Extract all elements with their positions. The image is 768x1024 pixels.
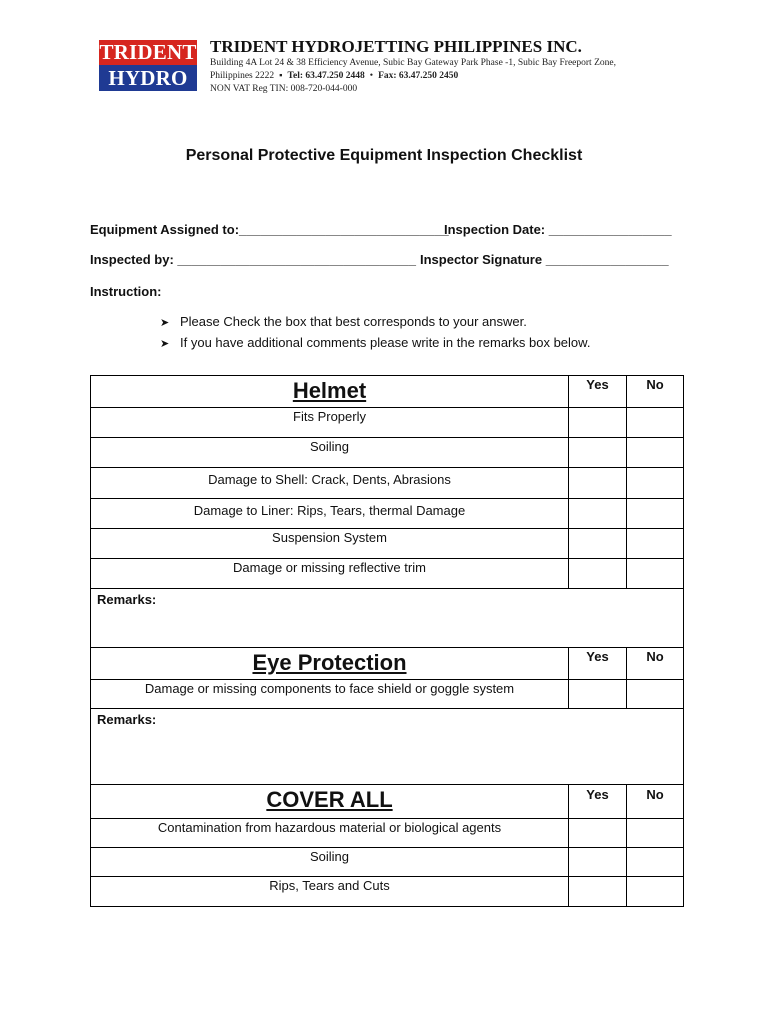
no-checkbox[interactable]: [627, 680, 684, 709]
arrow-bullet-icon: ➤: [160, 317, 170, 329]
checklist-item: Damage or missing reflective trim: [91, 559, 569, 589]
section-title-helmet: Helmet: [91, 376, 569, 408]
checklist-item: Fits Properly: [91, 408, 569, 438]
no-checkbox[interactable]: [627, 438, 684, 468]
form-title: Personal Protective Equipment Inspection Checklist: [185, 147, 583, 164]
no-column-header: No: [627, 648, 684, 680]
table-row: [91, 499, 684, 529]
yes-checkbox[interactable]: [569, 408, 627, 438]
company-address-line1: Building 4A Lot 24 & 38 Efficiency Avenue, Subic Bay Gateway Park Phase -1, Subic Bay Freeport Zone,: [210, 58, 616, 68]
section-title-cover-all: COVER ALL: [91, 785, 569, 819]
section-header-row: [91, 648, 684, 680]
table-row: [91, 529, 684, 559]
logo-top-text: TRIDENT: [99, 40, 197, 64]
address-postal: Philippines 2222: [210, 71, 275, 81]
no-checkbox[interactable]: [627, 848, 684, 877]
section-title-eye-protection: Eye Protection: [91, 648, 569, 680]
inspector-signature-field[interactable]: Inspector Signature _________________: [420, 252, 669, 267]
instruction-label: Instruction:: [90, 284, 162, 299]
checklist-item: Suspension System: [91, 529, 569, 559]
table-row: [91, 680, 684, 709]
instruction-item: [160, 314, 527, 329]
company-tin: NON VAT Reg TIN: 008-720-044-000: [210, 84, 358, 94]
section-header-row: [91, 376, 684, 408]
inspection-checklist-table: [90, 375, 684, 907]
table-row: [91, 408, 684, 438]
table-row: [91, 468, 684, 499]
inspected-by-field[interactable]: Inspected by: _________________________________: [90, 252, 416, 267]
yes-checkbox[interactable]: [569, 438, 627, 468]
checklist-item: Soiling: [91, 438, 569, 468]
instruction-text: Please Check the box that best corresponds to your answer.: [180, 314, 527, 329]
company-logo: [99, 40, 197, 91]
checklist-item: Contamination from hazardous material or biological agents: [91, 819, 569, 848]
fax-value: 63.47.250 2450: [398, 71, 459, 81]
yes-column-header: Yes: [569, 648, 627, 680]
yes-checkbox[interactable]: [569, 680, 627, 709]
checklist-item: Damage to Liner: Rips, Tears, thermal Damage: [91, 499, 569, 529]
table-row: [91, 848, 684, 877]
yes-column-header: Yes: [569, 376, 627, 408]
arrow-bullet-icon: ➤: [160, 338, 170, 350]
checklist-item: Damage to Shell: Crack, Dents, Abrasions: [91, 468, 569, 499]
section-header-row: [91, 785, 684, 819]
fax-label: Fax:: [378, 71, 397, 81]
no-checkbox[interactable]: [627, 819, 684, 848]
no-checkbox[interactable]: [627, 559, 684, 589]
yes-column-header: Yes: [569, 785, 627, 819]
yes-checkbox[interactable]: [569, 499, 627, 529]
yes-checkbox[interactable]: [569, 819, 627, 848]
yes-checkbox[interactable]: [569, 529, 627, 559]
inspection-date-field[interactable]: Inspection Date: _________________: [444, 222, 672, 237]
yes-checkbox[interactable]: [569, 468, 627, 499]
no-checkbox[interactable]: [627, 408, 684, 438]
yes-checkbox[interactable]: [569, 877, 627, 907]
equipment-assigned-field[interactable]: Equipment Assigned to:_____________________________: [90, 222, 449, 237]
instruction-item: [160, 335, 590, 350]
checklist-item: Damage or missing components to face shield or goggle system: [91, 680, 569, 709]
table-row: [91, 819, 684, 848]
tel-value: 63.47.250 2448: [305, 71, 365, 81]
yes-checkbox[interactable]: [569, 848, 627, 877]
remarks-row: [91, 589, 684, 648]
checklist-item: Soiling: [91, 848, 569, 877]
yes-checkbox[interactable]: [569, 559, 627, 589]
bullet-separator-icon: ▪: [279, 71, 283, 81]
instruction-text: If you have additional comments please write in the remarks box below.: [180, 335, 591, 350]
table-row: [91, 559, 684, 589]
company-address-line2: [210, 70, 458, 83]
remarks-box-eye-protection[interactable]: Remarks:: [91, 709, 684, 785]
table-row: [91, 877, 684, 907]
no-column-header: No: [627, 376, 684, 408]
checklist-item: Rips, Tears and Cuts: [91, 877, 569, 907]
company-name: TRIDENT HYDROJETTING PHILIPPINES INC.: [210, 37, 582, 56]
logo-bottom-text: HYDRO: [99, 65, 197, 91]
no-checkbox[interactable]: [627, 877, 684, 907]
remarks-box-helmet[interactable]: Remarks:: [91, 589, 684, 648]
no-checkbox[interactable]: [627, 468, 684, 499]
dot-separator-icon: •: [369, 71, 374, 81]
table-row: [91, 438, 684, 468]
no-checkbox[interactable]: [627, 499, 684, 529]
tel-label: Tel:: [287, 71, 303, 81]
remarks-row: [91, 709, 684, 785]
no-checkbox[interactable]: [627, 529, 684, 559]
no-column-header: No: [627, 785, 684, 819]
